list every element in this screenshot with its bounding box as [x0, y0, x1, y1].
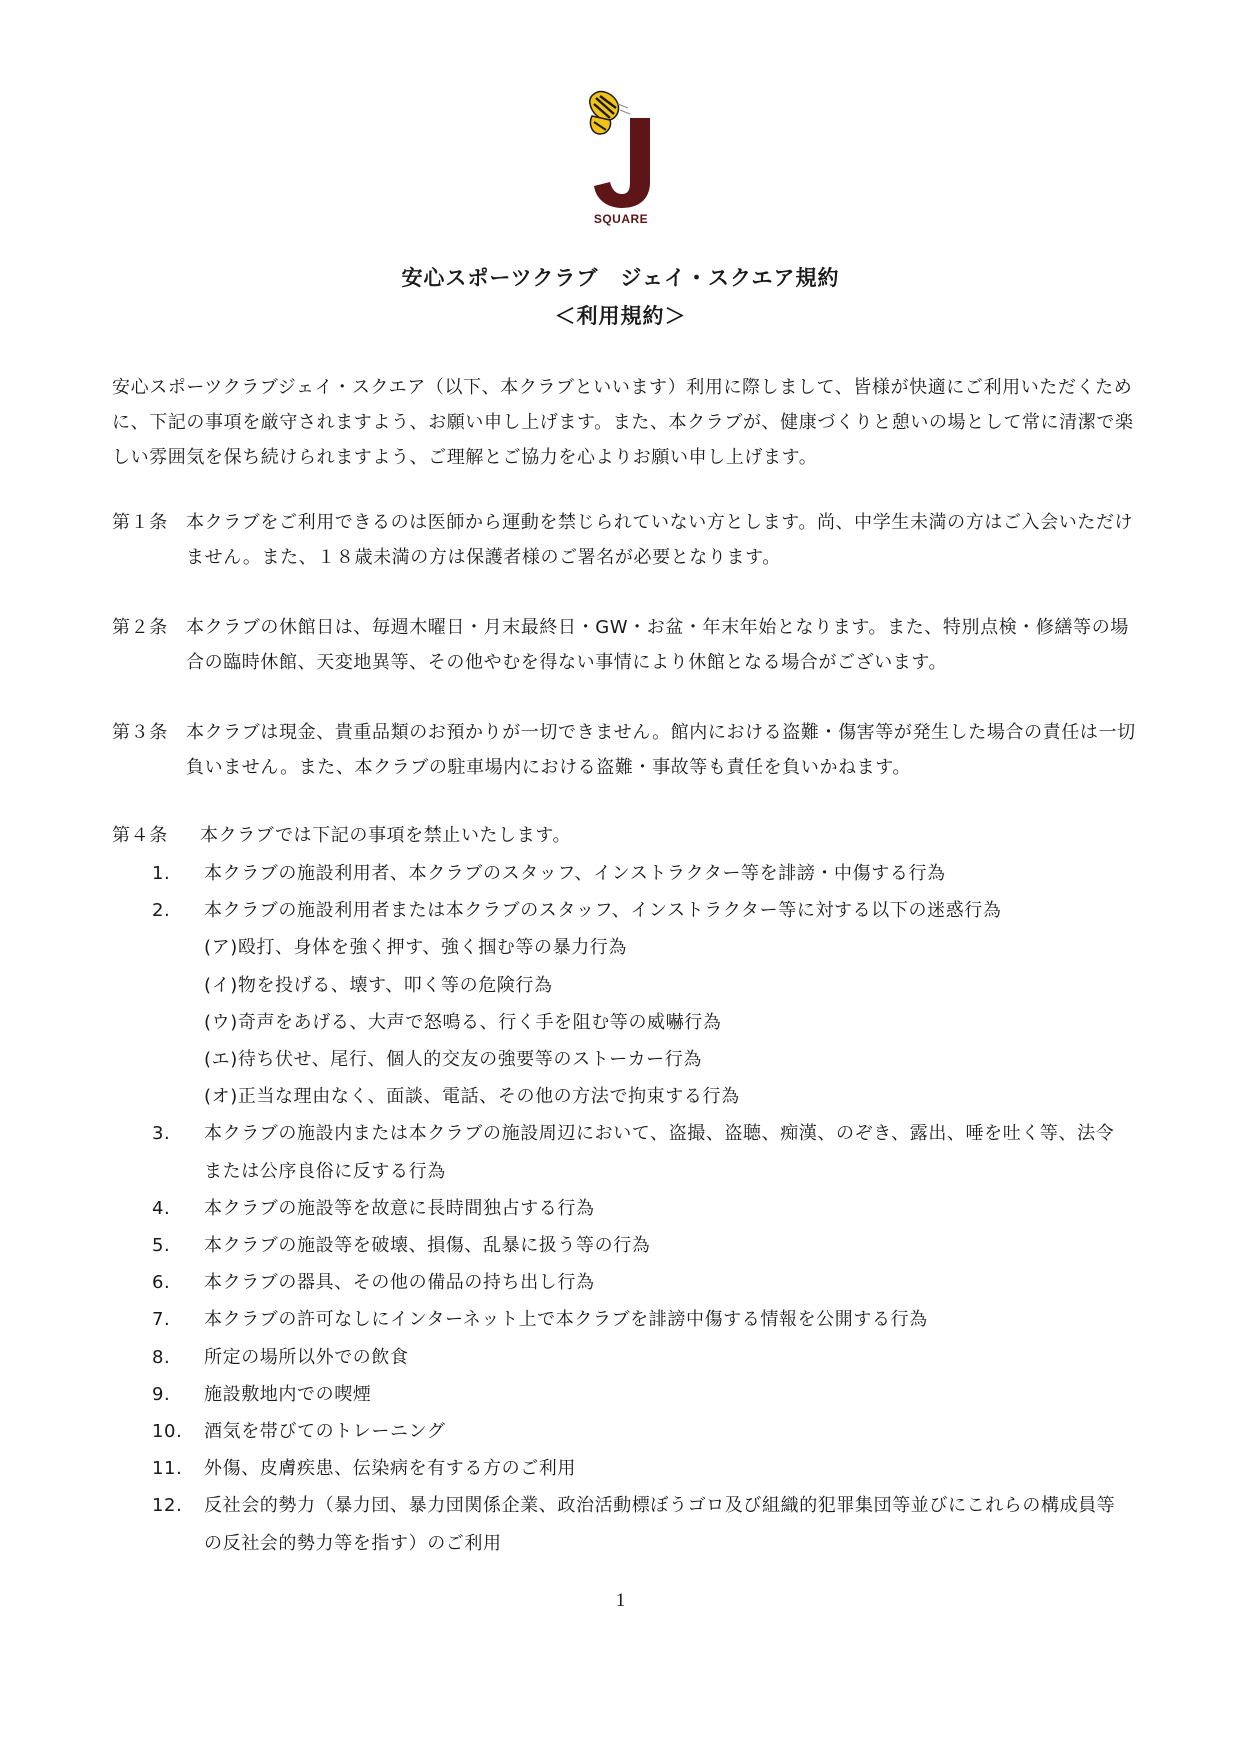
list-text: 本クラブの許可なしにインターネット上で本クラブを誹謗中傷する情報を公開する行為 — [204, 1309, 928, 1331]
list-text: 施設敷地内での喫煙 — [204, 1383, 372, 1405]
list-number: 8. — [152, 1346, 171, 1368]
article-label: 第３条 — [112, 722, 168, 743]
logo-text: SQUARE — [593, 212, 649, 226]
article-4 — [112, 818, 1142, 853]
article-label: 第２条 — [112, 617, 168, 638]
j-square-logo — [580, 90, 672, 230]
article-2 — [112, 610, 1142, 680]
butterfly-j-logo-icon — [580, 90, 672, 210]
list-text: 本クラブの施設等を故意に長時間独占する行為 — [204, 1197, 595, 1219]
sub-item: (オ)正当な理由なく、面談、電話、その他の方法で拘束する行為 — [204, 1086, 740, 1108]
article-text: 本クラブの休館日は、毎週木曜日・月末最終日・GW・お盆・年末年始となります。また、特別点検・修繕等の場合の臨時休館、天変地異等、その他やむを得ない事情により休館となる場合がございます。 — [186, 617, 1129, 673]
article-3 — [112, 715, 1142, 785]
sub-item: (ア)殴打、身体を強く押す、強く掴む等の暴力行為 — [204, 937, 628, 959]
list-item — [152, 1413, 1132, 1450]
intro-paragraph: 安心スポーツクラブジェイ・スクエア（以下、本クラブといいます）利用に際しまして、皆様が快適にご利用いただくために、下記の事項を厳守されますよう、お願い申し上げます。また、本クラブが、健康づくりと憩いの場として常に清潔で楽しい雰囲気を保ち続けられますよう、ご理解とご協力を心よりお願い申し上げます。 — [112, 377, 1134, 468]
list-number: 9. — [152, 1383, 171, 1405]
list-item — [152, 1339, 1132, 1376]
article-1 — [112, 505, 1142, 575]
list-number: 2. — [152, 900, 171, 922]
list-text: 所定の場所以外での飲食 — [204, 1346, 409, 1368]
page-subtitle: ＜利用規約＞ — [554, 304, 687, 328]
list-text: 本クラブの施設等を破壊、損傷、乱暴に扱う等の行為 — [204, 1235, 651, 1257]
page-title: 安心スポーツクラブ ジェイ・スクエア規約 — [401, 266, 840, 290]
sub-item: (エ)待ち伏せ、尾行、個人的交友の強要等のストーカー行為 — [204, 1049, 702, 1071]
list-item — [152, 1450, 1132, 1487]
list-item — [152, 1115, 1132, 1189]
list-number: 4. — [152, 1197, 171, 1219]
list-item — [152, 892, 1132, 929]
article-text: 本クラブでは下記の事項を禁止いたします。 — [200, 825, 572, 846]
list-item — [152, 1301, 1132, 1338]
list-item — [152, 1227, 1132, 1264]
page-number: 1 — [615, 1590, 626, 1611]
sub-item: (ウ)奇声をあげる、大声で怒鳴る、行く手を阻む等の威嚇行為 — [204, 1011, 722, 1033]
list-item — [152, 855, 1132, 892]
article-label: 第１条 — [112, 512, 168, 533]
list-text: 本クラブの器具、その他の備品の持ち出し行為 — [204, 1272, 595, 1294]
sub-item: (イ)物を投げる、壊す、叩く等の危険行為 — [204, 974, 553, 996]
list-text: 本クラブの施設利用者または本クラブのスタッフ、インストラクター等に対する以下の迷惑行為 — [204, 900, 1002, 922]
list-text: 本クラブの施設内または本クラブの施設周辺において、盗撮、盗聴、痴漢、のぞき、露出、唾を吐く等、法令または公序良俗に反する行為 — [204, 1123, 1115, 1182]
list-item — [152, 1487, 1132, 1561]
list-number: 11. — [152, 1458, 183, 1480]
prohibited-list — [152, 855, 1132, 1562]
list-text: 本クラブの施設利用者、本クラブのスタッフ、インストラクター等を誹謗・中傷する行為 — [204, 863, 946, 884]
list-item — [152, 1264, 1132, 1301]
list-text: 反社会的勢力（暴力団、暴力団関係企業、政治活動標ぼうゴロ及び組織的犯罪集団等並びにこれらの構成員等の反社会的勢力等を指す）のご利用 — [204, 1495, 1116, 1554]
list-number: 1. — [152, 863, 171, 884]
article-text: 本クラブは現金、貴重品類のお預かりが一切できません。館内における盗難・傷害等が発生した場合の責任は一切負いません。また、本クラブの駐車場内における盗難・事故等も責任を負いかねます。 — [186, 722, 1136, 778]
sub-list — [204, 929, 1132, 1115]
article-text: 本クラブをご利用できるのは医師から運動を禁じられていない方とします。尚、中学生未満の方はご入会いただけません。また、１８歳未満の方は保護者様のご署名が必要となります。 — [186, 512, 1134, 568]
list-number: 6. — [152, 1272, 171, 1294]
list-number: 7. — [152, 1309, 171, 1331]
list-item — [152, 1376, 1132, 1413]
list-text: 酒気を帯びてのトレーニング — [204, 1421, 446, 1443]
list-text: 外傷、皮膚疾患、伝染病を有する方のご利用 — [204, 1458, 576, 1480]
list-number: 3. — [152, 1123, 171, 1145]
list-number: 12. — [152, 1495, 183, 1517]
list-item — [152, 1190, 1132, 1227]
list-number: 5. — [152, 1235, 171, 1257]
list-number: 10. — [152, 1421, 183, 1443]
article-label: 第４条 — [112, 825, 168, 846]
